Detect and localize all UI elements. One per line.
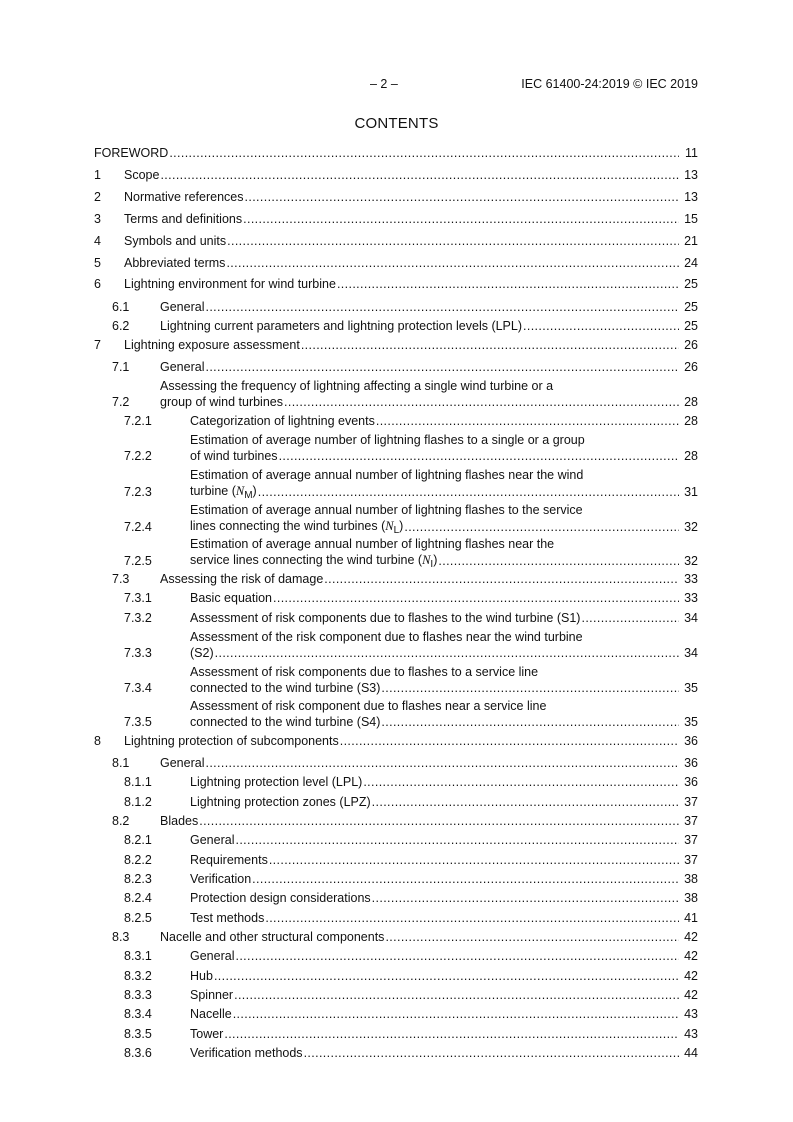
dot-leader [581,611,679,627]
dot-leader [227,234,679,250]
dot-leader [215,646,679,662]
toc-entry[interactable] [94,930,698,946]
dot-leader [376,414,679,430]
toc-entry-number: 8.3.5 [124,1027,152,1041]
toc-entry-page: 31 [684,484,698,499]
toc-entry[interactable] [94,379,698,410]
toc-entry-number: 8.1.1 [124,775,152,789]
dot-leader [265,911,679,927]
toc-entry-number: 7.2.4 [124,519,152,534]
toc-entry[interactable] [94,833,698,849]
toc-entry-title: Blades [160,814,199,828]
toc-entry-page: 26 [684,338,698,352]
dot-leader [234,988,679,1004]
toc-entry[interactable] [94,814,698,830]
toc-entry[interactable] [94,433,698,464]
toc-entry-number: 7.2 [112,394,130,409]
toc-entry[interactable] [94,665,698,696]
toc-entry[interactable] [94,611,698,627]
toc-entry-number: 8.2.3 [124,872,152,886]
toc-entry-title: Symbols and units [124,234,227,248]
toc-entry-page: 13 [684,190,698,204]
toc-entry-number: 6 [94,277,101,291]
toc-entry[interactable] [94,949,698,965]
dot-leader [205,300,679,316]
toc-entry-number: 7.3.5 [124,714,152,729]
toc-entry-title-line: Assessment of risk components due to flashes to a service line [190,665,539,679]
toc-entry-page: 11 [685,146,698,160]
toc-entry-number: 7.3.3 [124,645,152,660]
toc-entry-title: Normative references [124,190,244,204]
toc-entry-title: Assessing the risk of damage [160,572,324,586]
toc-entry-page: 34 [684,611,698,625]
toc-entry-title-line: Assessment of risk component due to flashes near a service line [190,699,547,713]
toc-entry-page: 42 [684,969,698,983]
toc-entry-page: 35 [684,680,698,695]
toc-entry-title: Lightning exposure assessment [124,338,300,352]
toc-entry-number: 7.3.1 [124,591,152,605]
page-header [0,77,793,93]
toc-entry-page: 41 [684,911,698,925]
dot-leader [233,1007,679,1023]
dot-leader [205,360,679,376]
dot-leader [245,190,680,206]
toc-entry-title: Protection design considerations [190,891,371,905]
toc-entry[interactable] [94,1007,698,1023]
toc-entry-number: 8.1 [112,756,130,770]
dot-leader [169,146,679,162]
toc-entry-title: (S2) [190,645,214,660]
toc-entry[interactable] [94,1046,698,1062]
toc-entry-title: Spinner [190,988,234,1002]
toc-entry[interactable] [94,591,698,607]
toc-entry-page: 33 [684,591,698,605]
toc-entry-title: Scope [124,168,160,182]
toc-entry-page: 36 [684,734,698,748]
toc-entry-page: 13 [684,168,698,182]
toc-entry-title: Abbreviated terms [124,256,226,270]
toc-entry-title-line: Estimation of average annual number of lightning flashes to the service [190,503,583,517]
toc-entry-title: Categorization of lightning events [190,414,375,428]
toc-entry[interactable] [94,190,698,206]
dot-leader [205,756,679,772]
dot-leader [324,572,679,588]
toc-entry-number: 8 [94,734,101,748]
toc-entry-page: 25 [684,300,698,314]
toc-entry[interactable] [94,756,698,772]
toc-entry-number: 7.2.3 [124,484,152,499]
toc-entry[interactable] [94,775,698,791]
toc-entry-title: Requirements [190,853,268,867]
toc-entry-number: 3 [94,212,101,226]
toc-entry[interactable] [94,911,698,927]
toc-entry[interactable] [94,360,698,376]
dot-leader [160,168,679,184]
toc-entry-page: 15 [684,212,698,226]
dot-leader [523,319,679,335]
toc-entry-title: lines connecting the wind turbines $(N_L)$ [190,518,404,536]
dot-leader [235,949,679,965]
toc-entry[interactable] [94,630,698,661]
toc-entry-page: 32 [684,553,698,568]
toc-entry-title: Nacelle and other structural components [160,930,385,944]
toc-entry-number: 8.2.5 [124,911,152,925]
toc-entry-page: 28 [684,448,698,463]
toc-entry-title: FOREWORD [94,146,169,160]
dot-leader [301,338,679,354]
toc-entry[interactable] [94,277,698,293]
toc-entry-title-line: Assessment of the risk component due to flashes near the wind turbine [190,630,583,644]
dot-leader [381,715,679,731]
toc-entry-number: 7.2.2 [124,448,152,463]
toc-entry-page: 25 [684,319,698,333]
toc-entry-number: 7.1 [112,360,130,374]
dot-leader [363,775,679,791]
toc-entry-title: General [190,833,235,847]
toc-entry[interactable] [94,256,698,272]
toc-entry-number: 8.2 [112,814,130,828]
toc-entry-number: 8.3.3 [124,988,152,1002]
dot-leader [199,814,679,830]
toc-entry-title: General [160,300,205,314]
toc-entry-number: 7.2.5 [124,553,152,568]
toc-entry-title: Lightning protection zones (LPZ) [190,795,371,809]
dot-leader [372,795,679,811]
toc-entry-title: Lightning environment for wind turbine [124,277,336,291]
toc-title: CONTENTS [354,115,439,132]
toc-entry-page: 36 [684,756,698,770]
toc-entry-page: 37 [684,833,698,847]
toc-entry-title: Assessment of risk components due to flashes to the wind turbine (S1) [190,611,581,625]
toc-entry-number: 7 [94,338,101,352]
toc-entry-title: Test methods [190,911,265,925]
dot-leader [273,591,679,607]
toc-entry-title-line: Estimation of average annual number of lightning flashes near the [190,537,555,551]
toc-entry-number: 8.2.1 [124,833,152,847]
toc-entry-page: 37 [684,795,698,809]
toc-entry-page: 32 [684,519,698,534]
toc-entry-title: Lightning protection of subcomponents [124,734,339,748]
toc-entry[interactable] [94,168,698,184]
toc-entry-title: General [160,756,205,770]
toc-entry[interactable] [94,537,698,569]
toc-entry-title: connected to the wind turbine (S3) [190,680,381,695]
toc-entry-number: 8.1.2 [124,795,152,809]
dot-leader [385,930,679,946]
dot-leader [224,1027,679,1043]
toc-entry[interactable] [94,414,698,430]
toc-entry-page: 42 [684,949,698,963]
toc-entry-title: Lightning protection level (LPL) [190,775,363,789]
toc-entry[interactable] [94,468,698,500]
toc-entry[interactable] [94,872,698,888]
toc-entry-page: 38 [684,891,698,905]
standard-reference: IEC 61400-24:2019 © IEC 2019 [521,77,698,91]
toc-entry-number: 8.3.2 [124,969,152,983]
toc-entry-title: of wind turbines [190,448,278,463]
dot-leader [243,212,679,228]
dot-leader [304,1046,679,1062]
toc-entry-title-line: Assessing the frequency of lightning affecting a single wind turbine or a [160,379,554,393]
toc-entry-title: Tower [190,1027,224,1041]
dot-leader [214,969,679,985]
toc-entry[interactable] [94,699,698,730]
toc-entry-page: 25 [684,277,698,291]
toc-entry-number: 4 [94,234,101,248]
dot-leader [284,395,679,411]
toc-entry-number: 6.2 [112,319,130,333]
toc-entry[interactable] [94,891,698,907]
toc-entry-title: Nacelle [190,1007,232,1021]
toc-entry[interactable] [94,146,698,162]
toc-entry-number: 7.2.1 [124,414,152,428]
toc-entry-number: 8.3 [112,930,130,944]
toc-entry[interactable] [94,234,698,250]
toc-entry-title: Verification [190,872,252,886]
toc-entry[interactable] [94,988,698,1004]
toc-entry-page: 43 [684,1007,698,1021]
toc-entry-number: 7.3.4 [124,680,152,695]
toc-entry-number: 8.3.4 [124,1007,152,1021]
toc-entry-page: 35 [684,714,698,729]
toc-entry-page: 33 [684,572,698,586]
toc-entry-number: 7.3 [112,572,130,586]
toc-entry-number: 7.3.2 [124,611,152,625]
dot-leader [258,485,679,501]
dot-leader [226,256,679,272]
dot-leader [252,872,679,888]
toc-entry-title: connected to the wind turbine (S4) [190,714,381,729]
toc-entry[interactable] [94,212,698,228]
toc-entry[interactable] [94,795,698,811]
toc-entry[interactable] [94,319,698,335]
toc-entry-number: 8.2.4 [124,891,152,905]
dot-leader [340,734,679,750]
toc-entry-page: 37 [684,853,698,867]
toc-entry-page: 42 [684,988,698,1002]
toc-entry-page: 37 [684,814,698,828]
toc-entry-number: 8.3.1 [124,949,152,963]
toc-entry-title: Verification methods [190,1046,303,1060]
toc-entry-title: General [160,360,205,374]
toc-entry-page: 21 [684,234,698,248]
toc-entry-number: 5 [94,256,101,270]
toc-entry-page: 38 [684,872,698,886]
toc-entry-number: 6.1 [112,300,130,314]
toc-entry[interactable] [94,503,698,535]
toc-entry[interactable] [94,1027,698,1043]
dot-leader [337,277,679,293]
toc-entry-page: 34 [684,645,698,660]
toc-entry-title: service lines connecting the wind turbine $(N_I)$ [190,552,438,570]
toc-entry-title: group of wind turbines [160,394,283,409]
dot-leader [404,520,679,536]
dot-leader [269,853,679,869]
dot-leader [381,681,679,697]
toc-entry-page: 28 [684,394,698,409]
toc-entry-page: 42 [684,930,698,944]
toc-entry[interactable] [94,853,698,869]
toc-entry-title-line: Estimation of average annual number of lightning flashes near the wind [190,468,584,482]
dot-leader [279,449,679,465]
page-number: – 2 – [370,77,398,91]
toc-entry-number: 1 [94,168,101,182]
toc-entry-title: Hub [190,969,213,983]
toc-entry-title: Lightning current parameters and lightning protection levels (LPL) [160,319,523,333]
dot-leader [438,554,679,570]
toc-entry-page: 24 [684,256,698,270]
toc-entry[interactable] [94,572,698,588]
toc-entry[interactable] [94,300,698,316]
toc-entry-title: General [190,949,235,963]
toc-entry-number: 8.3.6 [124,1046,152,1060]
toc-entry-title: Basic equation [190,591,273,605]
toc-entry-title-line: Estimation of average number of lightning flashes to a single or a group [190,433,585,447]
toc-entry-page: 26 [684,360,698,374]
toc-entry-number: 2 [94,190,101,204]
dot-leader [235,833,679,849]
dot-leader [372,891,679,907]
toc-entry-number: 8.2.2 [124,853,152,867]
toc-entry-page: 36 [684,775,698,789]
toc-entry[interactable] [94,969,698,985]
toc-entry-page: 28 [684,414,698,428]
toc-entry-title: Terms and definitions [124,212,243,226]
toc-entry-page: 43 [684,1027,698,1041]
toc-entry-title: turbine $(N_M)$ [190,483,257,501]
toc-entry[interactable] [94,734,698,750]
toc-entry-page: 44 [684,1046,698,1060]
toc-entry[interactable] [94,338,698,354]
